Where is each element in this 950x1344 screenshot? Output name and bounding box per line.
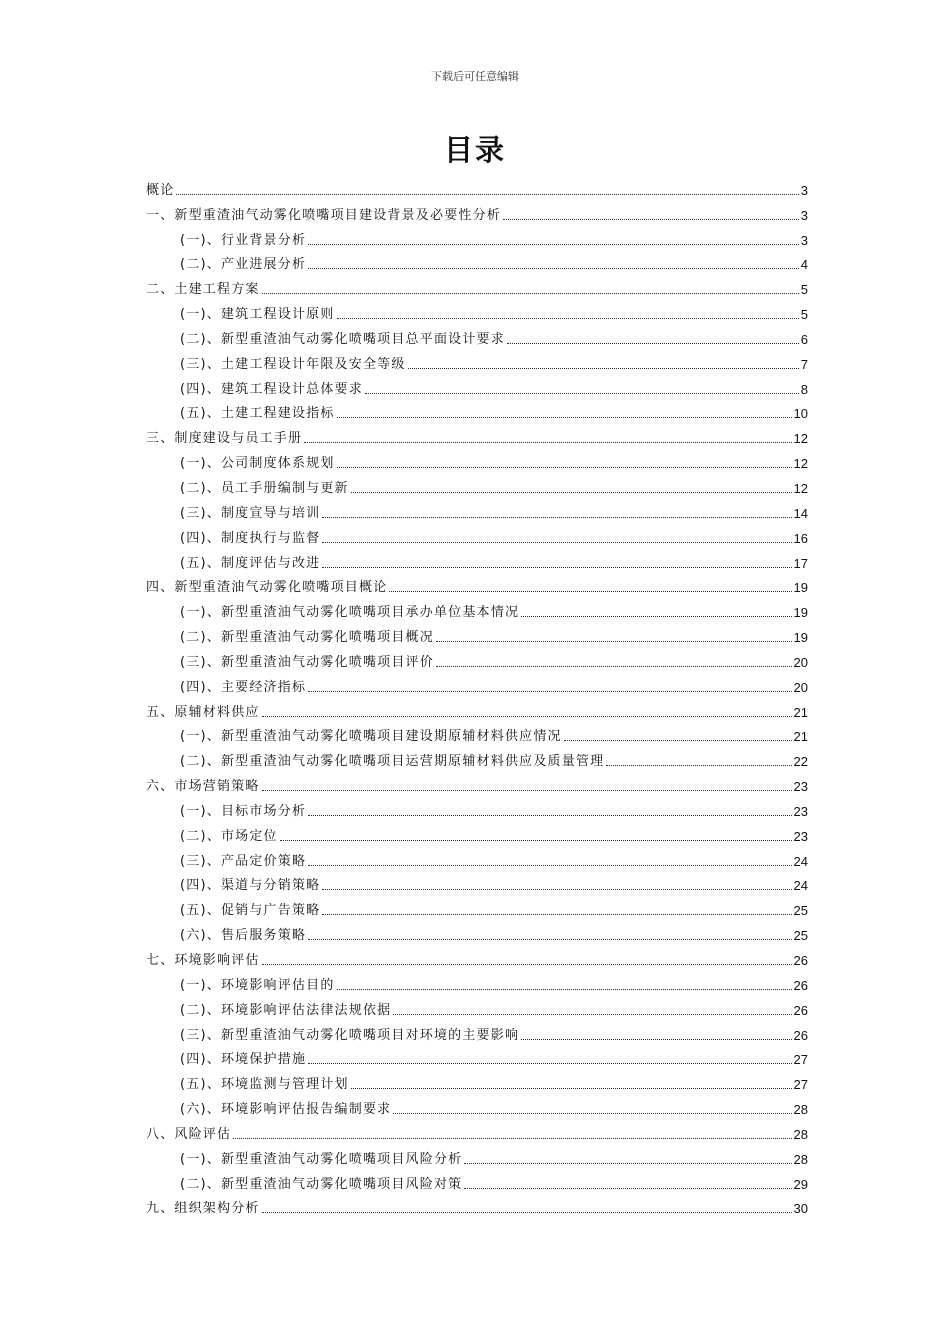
toc-entry-text: 二、土建工程方案	[146, 282, 260, 298]
toc-page-number: 19	[793, 630, 808, 646]
toc-dot-leader	[308, 865, 791, 866]
toc-dot-leader	[393, 1014, 791, 1015]
toc-page-number: 28	[793, 1102, 808, 1118]
toc-entry-text: (二)、环境影响评估法律法规依据	[180, 1002, 392, 1018]
toc-entry-text: 五、原辅材料供应	[146, 704, 260, 720]
toc-dot-leader	[308, 1063, 791, 1064]
toc-entry-text: 八、风险评估	[146, 1126, 232, 1142]
toc-entry-text: 三、制度建设与员工手册	[146, 431, 303, 447]
toc-page-number: 19	[793, 605, 808, 621]
toc-dot-leader	[262, 716, 792, 717]
toc-dot-leader	[351, 492, 792, 493]
toc-dot-leader	[308, 268, 799, 269]
toc-dot-leader	[308, 244, 799, 245]
toc-page-number: 27	[793, 1077, 808, 1093]
toc-entry[interactable]	[146, 472, 808, 497]
toc-page-number: 5	[800, 282, 808, 298]
toc-dot-leader	[280, 840, 792, 841]
toc-page-number: 24	[793, 853, 808, 869]
toc-page-number: 28	[793, 1126, 808, 1142]
toc-entry-text: (四)、环境保护措施	[180, 1052, 307, 1068]
toc-dot-leader	[176, 194, 798, 195]
header-note: 下载后可任意编辑	[431, 70, 519, 83]
toc-dot-leader	[408, 368, 799, 369]
toc-entry[interactable]	[146, 1093, 808, 1118]
toc-entry[interactable]	[146, 1118, 808, 1143]
toc-dot-leader	[322, 567, 791, 568]
toc-dot-leader	[365, 393, 799, 394]
toc-page-number: 8	[800, 381, 808, 397]
toc-entry-text: 九、组织架构分析	[146, 1201, 260, 1217]
toc-entry[interactable]	[146, 199, 808, 224]
toc-entry[interactable]	[146, 770, 808, 795]
toc-entry[interactable]	[146, 572, 808, 597]
toc-entry[interactable]	[146, 1044, 808, 1069]
toc-entry-text: (二)、新型重渣油气动雾化喷嘴项目总平面设计要求	[180, 331, 505, 347]
toc-entry-text: 四、新型重渣油气动雾化喷嘴项目概论	[146, 580, 388, 596]
toc-entry[interactable]	[146, 422, 808, 447]
toc-entry[interactable]	[146, 174, 808, 199]
toc-dot-leader	[521, 1039, 791, 1040]
toc-entry[interactable]	[146, 1068, 808, 1093]
toc-page-number: 23	[793, 779, 808, 795]
toc-page-number: 30	[793, 1201, 808, 1217]
toc-page-number: 26	[793, 953, 808, 968]
toc-entry[interactable]	[146, 944, 808, 969]
toc-dot-leader	[507, 343, 799, 344]
toc-entry[interactable]	[146, 820, 808, 845]
toc-page-number: 20	[793, 679, 808, 695]
toc-entry[interactable]	[146, 919, 808, 944]
toc-entry-text: (一)、环境影响评估目的	[180, 977, 335, 993]
toc-entry-text: 七、环境影响评估	[146, 953, 260, 968]
toc-dot-leader	[389, 591, 791, 592]
toc-entry-text: (四)、渠道与分销策略	[180, 878, 321, 894]
toc-entry[interactable]	[146, 696, 808, 721]
toc-entry[interactable]	[146, 621, 808, 646]
toc-entry-text: (三)、新型重渣油气动雾化喷嘴项目对环境的主要影响	[180, 1027, 520, 1043]
toc-page-number: 14	[793, 505, 808, 521]
toc-entry[interactable]	[146, 845, 808, 870]
toc-entry[interactable]	[146, 298, 808, 323]
toc-dot-leader	[233, 1138, 791, 1139]
toc-dot-leader	[304, 442, 791, 443]
toc-entry-text: (二)、产业进展分析	[180, 257, 307, 273]
toc-dot-leader	[262, 293, 799, 294]
toc-page-number: 25	[793, 903, 808, 919]
toc-page-number: 25	[793, 928, 808, 944]
toc-entry-text: (三)、土建工程设计年限及安全等级	[180, 356, 406, 372]
toc-entry-text: (五)、制度评估与改进	[180, 555, 321, 571]
toc-dot-leader	[322, 889, 791, 890]
toc-entry-text: (三)、新型重渣油气动雾化喷嘴项目评价	[180, 654, 434, 670]
toc-page-number: 20	[793, 654, 808, 670]
toc-entry[interactable]	[146, 646, 808, 671]
toc-entry-text: 概论	[146, 182, 175, 198]
toc-dot-leader	[308, 815, 791, 816]
toc-dot-leader	[436, 666, 792, 667]
table-of-contents	[146, 174, 808, 1217]
toc-page-number: 16	[793, 530, 808, 546]
toc-entry[interactable]	[146, 547, 808, 572]
toc-dot-leader	[564, 740, 792, 741]
toc-entry-text: (一)、行业背景分析	[180, 232, 307, 248]
toc-dot-leader	[436, 641, 792, 642]
toc-page-number: 7	[800, 356, 808, 372]
toc-dot-leader	[351, 1088, 792, 1089]
toc-entry[interactable]	[146, 224, 808, 249]
toc-page-number: 28	[793, 1151, 808, 1167]
toc-dot-leader	[322, 542, 791, 543]
toc-entry-text: (一)、新型重渣油气动雾化喷嘴项目建设期原辅材料供应情况	[180, 729, 562, 745]
toc-page-number: 26	[793, 1002, 808, 1018]
toc-page-number: 17	[793, 555, 808, 571]
toc-page-number: 10	[793, 406, 808, 422]
toc-dot-leader	[308, 939, 791, 940]
toc-entry-text: (五)、土建工程建设指标	[180, 406, 335, 422]
toc-entry[interactable]	[146, 323, 808, 348]
toc-dot-leader	[521, 616, 791, 617]
toc-dot-leader	[393, 1113, 791, 1114]
toc-entry[interactable]	[146, 745, 808, 770]
toc-page-number: 12	[793, 456, 808, 472]
toc-page-number: 29	[793, 1176, 808, 1192]
toc-entry-text: (三)、产品定价策略	[180, 853, 307, 869]
toc-page-number: 12	[793, 431, 808, 447]
toc-page-number: 4	[800, 257, 808, 273]
toc-page-number: 21	[793, 704, 808, 720]
toc-entry[interactable]	[146, 1019, 808, 1044]
toc-entry-text: (五)、环境监测与管理计划	[180, 1077, 349, 1093]
toc-entry[interactable]	[146, 795, 808, 820]
toc-page-number: 6	[800, 331, 808, 347]
toc-page-number: 23	[793, 828, 808, 844]
toc-entry-text: (四)、主要经济指标	[180, 679, 307, 695]
toc-entry[interactable]	[146, 994, 808, 1019]
toc-page-number: 3	[800, 182, 808, 198]
toc-dot-leader	[322, 517, 791, 518]
toc-entry-text: (一)、目标市场分析	[180, 803, 307, 819]
toc-page-number: 19	[793, 580, 808, 596]
toc-entry[interactable]	[146, 1168, 808, 1193]
toc-entry-text: (二)、市场定位	[180, 828, 278, 844]
toc-entry[interactable]	[146, 373, 808, 398]
toc-dot-leader	[308, 691, 791, 692]
toc-entry[interactable]	[146, 721, 808, 746]
toc-entry-text: (二)、员工手册编制与更新	[180, 480, 349, 496]
toc-page-number: 27	[793, 1052, 808, 1068]
toc-entry-text: (四)、制度执行与监督	[180, 530, 321, 546]
toc-entry-text: 六、市场营销策略	[146, 779, 260, 795]
toc-entry-text: (四)、建筑工程设计总体要求	[180, 381, 363, 397]
toc-entry[interactable]	[146, 273, 808, 298]
toc-entry-text: 一、新型重渣油气动雾化喷嘴项目建设背景及必要性分析	[146, 207, 502, 223]
toc-page-number: 24	[793, 878, 808, 894]
toc-page-number: 3	[800, 207, 808, 223]
toc-entry-text: (五)、促销与广告策略	[180, 903, 321, 919]
toc-page-number: 3	[800, 232, 808, 248]
toc-page-number: 26	[793, 1027, 808, 1043]
toc-entry-text: (一)、建筑工程设计原则	[180, 307, 335, 323]
toc-dot-leader	[322, 914, 791, 915]
toc-dot-leader	[464, 1163, 791, 1164]
toc-dot-leader	[337, 417, 792, 418]
toc-entry-text: (三)、制度宣导与培训	[180, 505, 321, 521]
toc-entry-text: (一)、公司制度体系规划	[180, 456, 335, 472]
toc-entry[interactable]	[146, 447, 808, 472]
toc-page-number: 5	[800, 307, 808, 323]
toc-dot-leader	[337, 989, 792, 990]
toc-entry-text: (一)、新型重渣油气动雾化喷嘴项目风险分析	[180, 1151, 463, 1167]
toc-entry[interactable]	[146, 596, 808, 621]
toc-entry[interactable]	[146, 894, 808, 919]
toc-page-number: 23	[793, 803, 808, 819]
toc-page-number: 22	[793, 754, 808, 770]
toc-dot-leader	[606, 765, 791, 766]
toc-entry[interactable]	[146, 870, 808, 895]
toc-dot-leader	[337, 467, 792, 468]
toc-entry-text: (六)、环境影响评估报告编制要求	[180, 1102, 392, 1118]
toc-dot-leader	[464, 1188, 791, 1189]
toc-entry[interactable]	[146, 497, 808, 522]
toc-entry-text: (二)、新型重渣油气动雾化喷嘴项目运营期原辅材料供应及质量管理	[180, 754, 605, 770]
toc-page-number: 21	[793, 729, 808, 745]
toc-dot-leader	[262, 964, 792, 965]
toc-entry-text: (二)、新型重渣油气动雾化喷嘴项目概况	[180, 630, 434, 646]
toc-entry[interactable]	[146, 1193, 808, 1218]
toc-entry[interactable]	[146, 249, 808, 274]
toc-title: 目录	[443, 133, 506, 167]
toc-entry[interactable]	[146, 348, 808, 373]
toc-entry[interactable]	[146, 969, 808, 994]
toc-entry[interactable]	[146, 1143, 808, 1168]
toc-entry-text: (二)、新型重渣油气动雾化喷嘴项目风险对策	[180, 1176, 463, 1192]
toc-page-number: 12	[793, 480, 808, 496]
toc-entry-text: (六)、售后服务策略	[180, 928, 307, 944]
toc-page-number: 26	[793, 977, 808, 993]
toc-dot-leader	[262, 790, 792, 791]
toc-entry[interactable]	[146, 671, 808, 696]
toc-dot-leader	[503, 219, 799, 220]
toc-entry[interactable]	[146, 522, 808, 547]
toc-entry-text: (一)、新型重渣油气动雾化喷嘴项目承办单位基本情况	[180, 605, 520, 621]
toc-dot-leader	[262, 1212, 792, 1213]
toc-dot-leader	[337, 318, 799, 319]
toc-entry[interactable]	[146, 398, 808, 423]
